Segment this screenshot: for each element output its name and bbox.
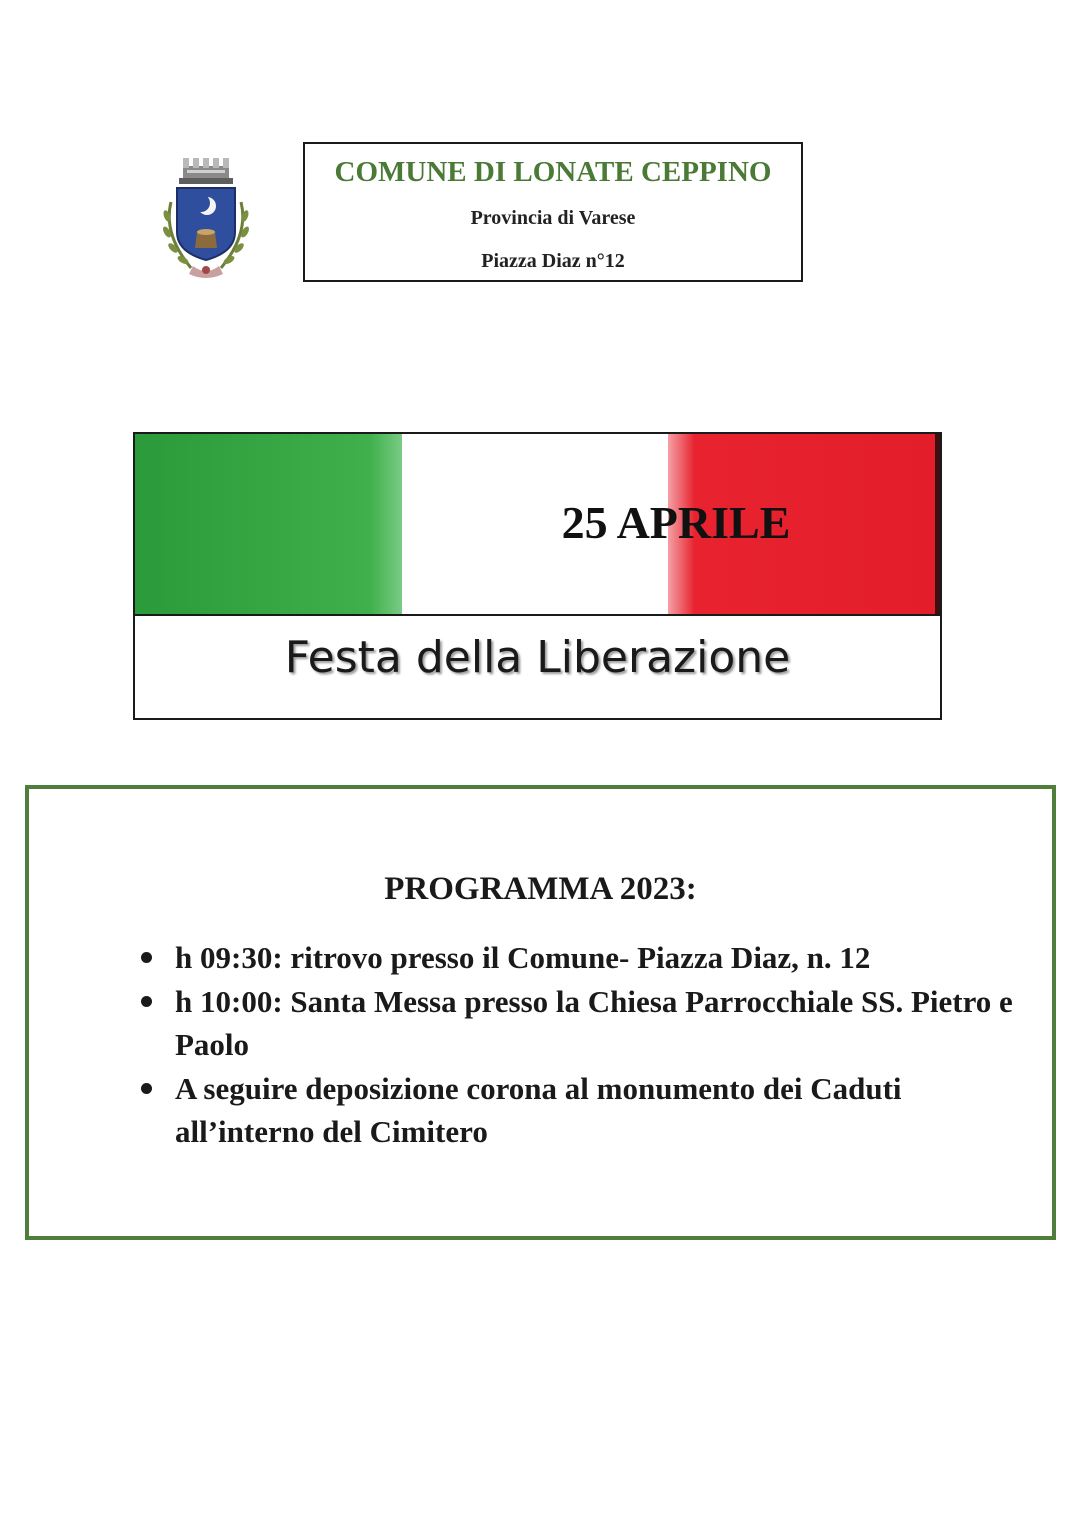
province-label: Provincia di Varese: [470, 207, 636, 229]
bullet-icon: [141, 1083, 152, 1094]
event-date: 25 APRILE: [561, 497, 791, 548]
program-list: [141, 936, 1021, 1154]
program-item: [141, 1067, 1021, 1153]
program-item-text: A seguire deposizione corona al monumento dei Caduti all’interno del Cimitero: [175, 1071, 902, 1149]
italian-flag: [135, 434, 940, 616]
program-item-text: h 09:30: ritrovo presso il Comune- Piazza Diaz, n. 12: [175, 940, 871, 975]
bullet-icon: [141, 952, 152, 963]
municipality-header: [303, 142, 803, 282]
municipality-name: COMUNE DI LONATE CEPPINO: [334, 156, 772, 188]
program-title: PROGRAMMA 2023:: [384, 871, 697, 907]
liberation-banner: [133, 432, 942, 720]
program-item-text: h 10:00: Santa Messa presso la Chiesa Parrocchiale SS. Pietro e Paolo: [175, 984, 1013, 1062]
program-item: [141, 980, 1021, 1066]
program-item: [141, 936, 1021, 979]
coat-of-arms-icon: [157, 152, 255, 284]
program-box: [25, 785, 1056, 1240]
event-subtitle: Festa della Liberazione: [284, 632, 791, 683]
bullet-icon: [141, 996, 152, 1007]
address-label: Piazza Diaz n°12: [481, 250, 625, 272]
flag-green-stripe: [135, 434, 402, 614]
